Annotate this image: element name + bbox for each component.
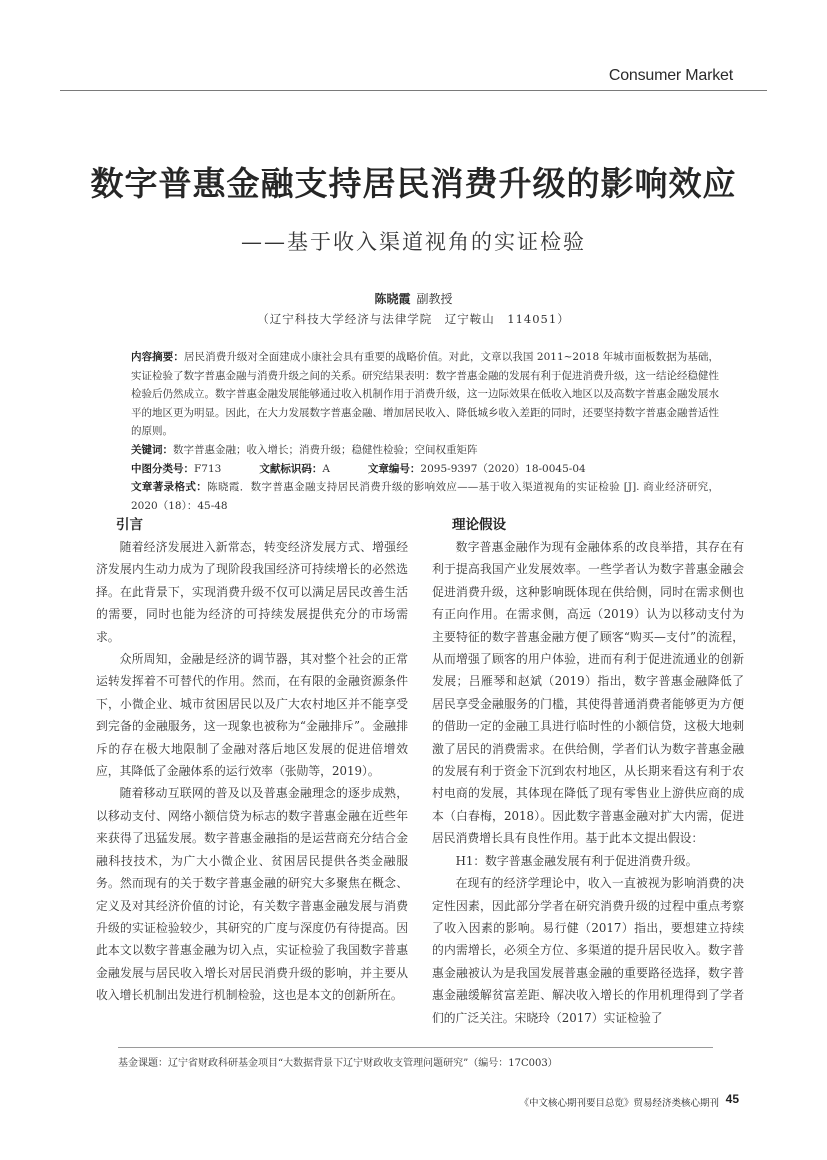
article-title: 数字普惠金融支持居民消费升级的影响效应 — [90, 164, 737, 203]
right-column — [432, 515, 744, 1029]
footnote-rule — [118, 1047, 713, 1048]
abstract-block — [131, 348, 719, 515]
running-head: Consumer Market — [608, 67, 733, 84]
clc-value: F713 — [194, 462, 222, 475]
fund-footnote: 基金课题：辽宁省财政科研基金项目“大数据背景下辽宁财政收支管理问题研究”（编号：17C003） — [118, 1058, 558, 1069]
keywords — [131, 441, 719, 460]
author-affiliation: （辽宁科技大学经济与法律学院 辽宁鞍山 114051） — [257, 312, 570, 326]
theory-paragraph: 在现有的经济学理论中，收入一直被视为影响消费的决定性因素，因此部分学者在研究消费升级的过程中重点考察了收入因素的影响。易行健（2017）指出，要想建立持续的内需增长，必须全方位、多渠道的提升居民收入。数字普惠金融被认为是我国发展普惠金融的重要路径选择，数字普惠金融缓解贫富差距、解决收入增长的作用机理得到了学者们的广泛关注。宋晓玲（2017）实证检验了 — [432, 876, 744, 1025]
classification-row — [131, 460, 719, 479]
keywords-label: 关键词： — [131, 443, 173, 456]
citation-text: 陈晓霞．数字普惠金融支持居民消费升级的影响效应——基于收入渠道视角的实证检验 [J]. 商业经济研究，2020（18）：45-48 — [131, 481, 719, 512]
intro-paragraph: 随着移动互联网的普及以及普惠金融理念的逐步成熟，以移动支付、网络小额信贷为标志的数字普惠金融在近些年来获得了迅猛发展。数字普惠金融指的是运营商充分结合金融科技技术，为广大小微企业、贫困居民提供各类金融服务。然而现有的关于数字普惠金融的研究大多聚焦在概念、定义及对其经济价值的讨论，有关数字普惠金融发展与消费升级的实证检验较少，其研究的广度与深度仍有待提高。因此本文以数字普惠金融为切入点，实证检验了我国数字普惠金融发展与居民收入增长对居民消费升级的影响，并主要从收入增长机制出发进行机制检验，这也是本文的创新所在。 — [96, 786, 408, 1003]
citation-label: 文章著录格式： — [131, 481, 208, 494]
keywords-text: 数字普惠金融；收入增长；消费升级；稳健性检验；空间权重矩阵 — [173, 443, 478, 456]
clc-label: 中图分类号： — [131, 462, 194, 475]
abstract — [131, 348, 719, 441]
citation — [131, 478, 719, 515]
doc-code-label: 文献标识码： — [259, 462, 323, 475]
journal-footer: 《中文核心期刊要目总览》贸易经济类核心期刊 — [519, 1098, 719, 1109]
left-column — [96, 515, 408, 1007]
intro-paragraph: 众所周知，金融是经济的调节器，其对整个社会的正常运转发挥着不可替代的作用。然而，在有限的金融资源条件下，小微企业、城市贫困居民以及广大农村地区并不能享受到完备的金融服务，这一现象也被称为“金融排斥”。金融排斥的存在极大地限制了金融对落后地区发展的促进倍增效应，其降低了金融体系的运行效率（张勋等，2019）。 — [96, 652, 408, 779]
section-title-intro: 引言 — [116, 517, 143, 533]
doc-code-value: A — [322, 462, 330, 475]
abstract-text: 居民消费升级对全面建成小康社会具有重要的战略价值。对此，文章以我国 2011~2018 年城市面板数据为基础，实证检验了数字普惠金融与消费升级之间的关系。研究结果表明：数字普惠金融的发展有利于促进消费升级，这一结论经稳健性检验后仍然成立。数字普惠金融发展能够通过收入机制作用于消费升级，这一边际效果在低收入地区以及高数字普惠金融发展水平的地区更为明显。因此，在大力发展数字普惠金融、增加居民收入、降低城乡收入差距的同时，还要坚持数字普惠金融普适性的原则。 — [131, 351, 720, 438]
section-title-theory: 理论假设 — [452, 517, 506, 533]
abstract-label: 内容摘要： — [131, 351, 184, 363]
article-no-label: 文章编号： — [367, 462, 421, 475]
hypothesis-h1: H1：数字普惠金融发展有利于促进消费升级。 — [455, 853, 698, 868]
page-number: 45 — [725, 1092, 739, 1106]
article-subtitle: ——基于收入渠道视角的实证检验 — [241, 230, 586, 254]
intro-paragraph: 随着经济发展进入新常态，转变经济发展方式、增强经济发展内生动力成为了现阶段我国经济可持续增长的必然选择。在此背景下，实现消费升级不仅可以满足居民改善生活的需要，同时也能为经济的可持续发展提供充分的市场需求。 — [96, 540, 408, 644]
author-title: 副教授 — [416, 292, 453, 306]
author-name: 陈晓霞 — [374, 292, 411, 306]
header-rule — [60, 90, 767, 91]
theory-paragraph: 数字普惠金融作为现有金融体系的改良举措，其存在有利于提高我国产业发展效率。一些学者认为数字普惠金融会促进消费升级，这种影响既体现在供给侧，同时在需求侧也有正向作用。在需求侧，高远（2019）认为以移动支付为主要特征的数字普惠金融方便了顾客“购买—支付”的流程，从而增强了顾客的用户体验，进而有利于促进流通业的创新发展；吕雁琴和赵斌（2019）指出，数字普惠金融降低了居民享受金融服务的门槛，其使得普通消费者能够更为方便的借助一定的金融工具进行临时性的小额信贷，这极大地刺激了居民的消费需求。在供给侧，学者们认为数字普惠金融的发展有利于资金下沉到农村地区，从长期来看这有利于农村电商的发展，其体现在降低了现有零售业上游供应商的成本（白春梅，2018）。因此数字普惠金融对扩大内需，促进居民消费增长具有良性作用。基于此本文提出假设： — [432, 540, 744, 846]
article-no-value: 2095-9397（2020）18-0045-04 — [420, 462, 586, 475]
author-line — [0, 290, 827, 307]
